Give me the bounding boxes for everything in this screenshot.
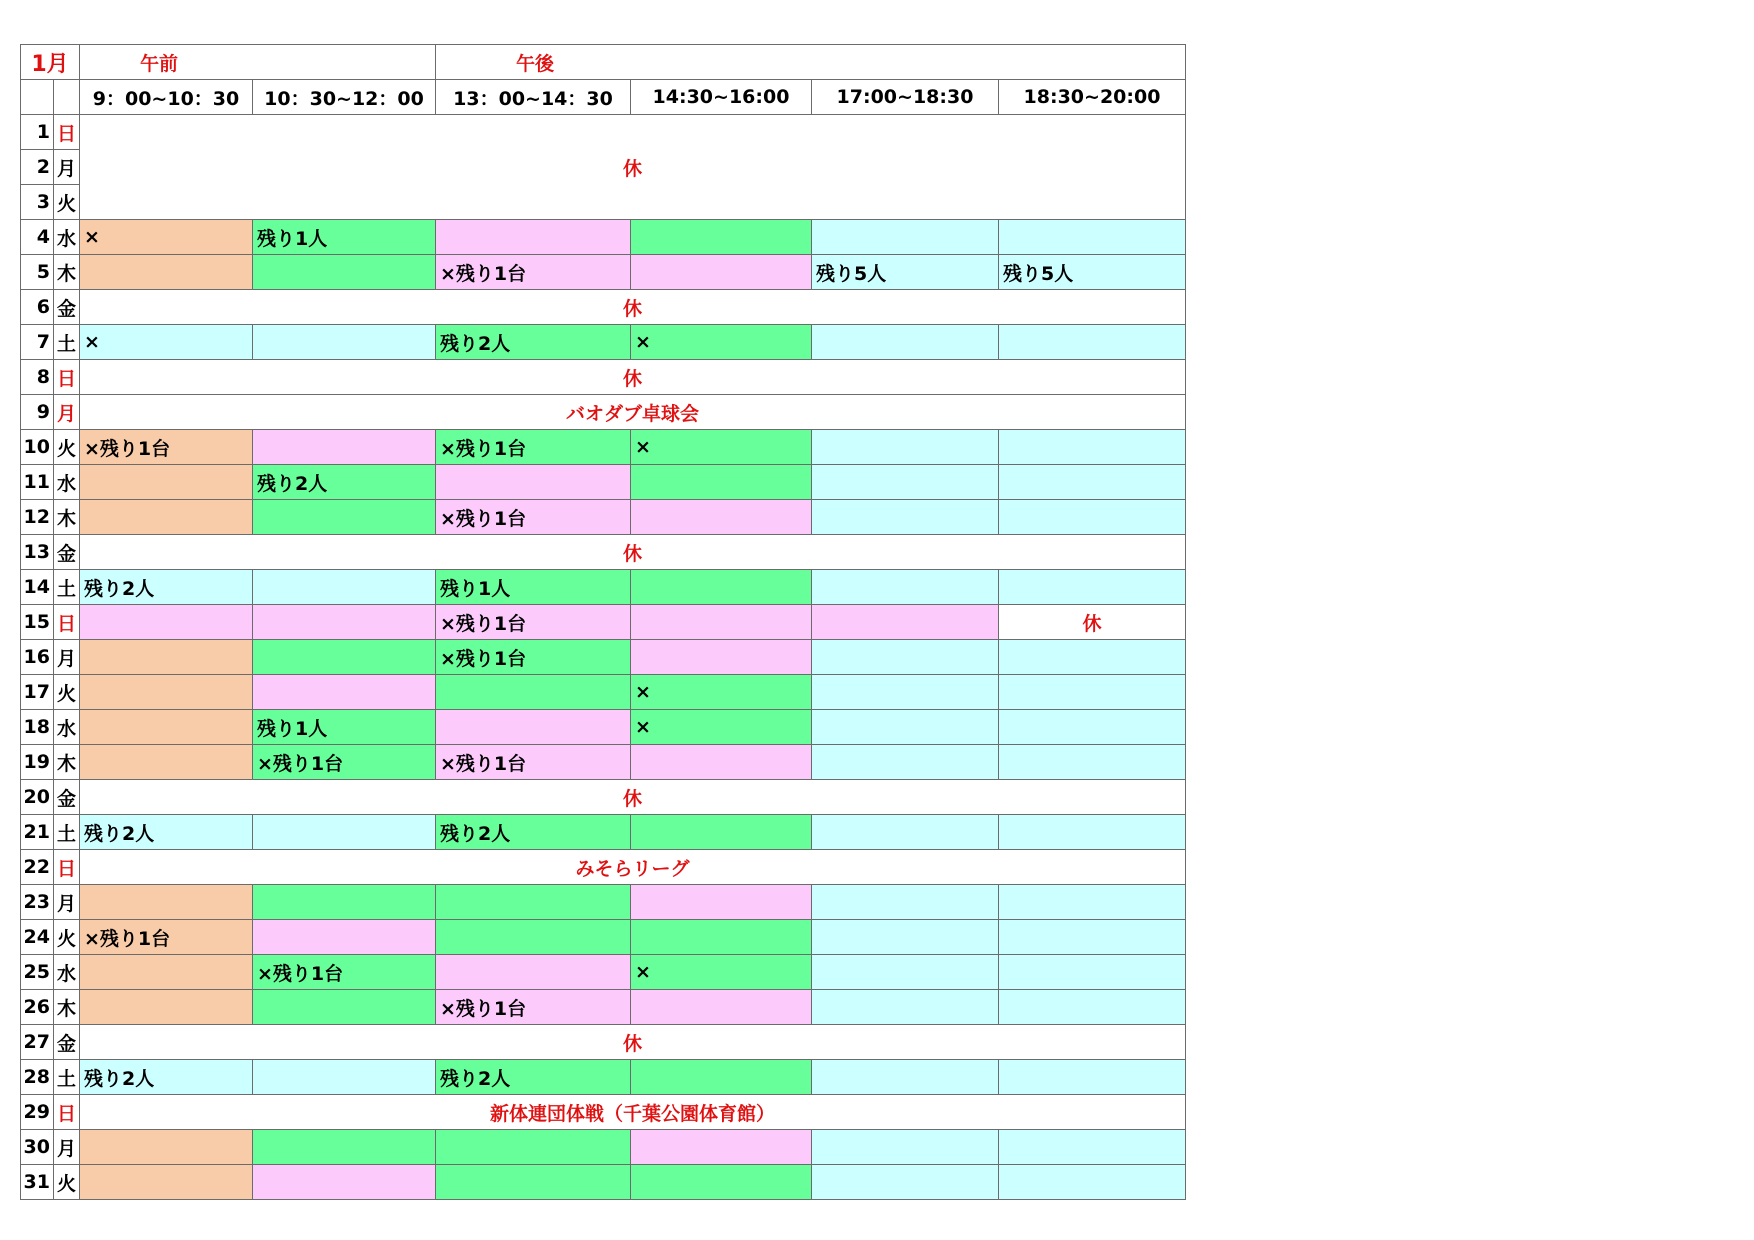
day-row bbox=[21, 325, 1186, 360]
slot-cell[interactable]: × bbox=[631, 710, 812, 745]
slot-cell[interactable]: × bbox=[80, 220, 253, 255]
slot-cell[interactable]: 残り1人 bbox=[253, 220, 436, 255]
slot-cell[interactable] bbox=[80, 885, 253, 920]
day-row bbox=[21, 535, 1186, 570]
slot-cell[interactable] bbox=[631, 1165, 812, 1200]
closed-note: 休 bbox=[80, 780, 1186, 815]
pm-label: 午後 bbox=[436, 45, 1186, 80]
day-number: 8 bbox=[21, 360, 54, 395]
slot-cell[interactable] bbox=[631, 885, 812, 920]
weekday-label: 土 bbox=[54, 570, 80, 605]
day-row bbox=[21, 850, 1186, 885]
slot-header: 14:30~16:00 bbox=[631, 80, 812, 115]
slot-cell[interactable] bbox=[999, 920, 1186, 955]
closed-note: 新体連団体戦（千葉公園体育館） bbox=[80, 1095, 1186, 1130]
day-row bbox=[21, 115, 1186, 150]
closed-note: バオダブ卓球会 bbox=[80, 395, 1186, 430]
slot-cell[interactable]: × bbox=[631, 430, 812, 465]
weekday-label: 木 bbox=[54, 990, 80, 1025]
slot-cell[interactable] bbox=[436, 955, 631, 990]
slot-cell[interactable]: ×残り1台 bbox=[253, 955, 436, 990]
weekday-label: 火 bbox=[54, 920, 80, 955]
slot-cell[interactable]: × bbox=[80, 325, 253, 360]
slot-cell[interactable] bbox=[80, 640, 253, 675]
slot-cell[interactable] bbox=[999, 675, 1186, 710]
weekday-label: 火 bbox=[54, 185, 80, 220]
weekday-label: 月 bbox=[54, 1130, 80, 1165]
weekday-label: 日 bbox=[54, 1095, 80, 1130]
slot-cell[interactable]: ×残り1台 bbox=[80, 430, 253, 465]
day-row bbox=[21, 395, 1186, 430]
slot-cell[interactable] bbox=[812, 500, 999, 535]
slot-cell[interactable]: ×残り1台 bbox=[436, 255, 631, 290]
slot-cell[interactable] bbox=[812, 1130, 999, 1165]
slot-cell[interactable]: ×残り1台 bbox=[436, 500, 631, 535]
day-row bbox=[21, 290, 1186, 325]
day-row bbox=[21, 920, 1186, 955]
day-number: 9 bbox=[21, 395, 54, 430]
day-number: 28 bbox=[21, 1060, 54, 1095]
slot-cell[interactable] bbox=[253, 325, 436, 360]
am-label: 午前 bbox=[80, 45, 436, 80]
day-number: 23 bbox=[21, 885, 54, 920]
slot-cell[interactable] bbox=[253, 1165, 436, 1200]
day-row bbox=[21, 1130, 1186, 1165]
day-number: 5 bbox=[21, 255, 54, 290]
slot-cell[interactable] bbox=[631, 500, 812, 535]
weekday-label: 日 bbox=[54, 605, 80, 640]
slot-cell[interactable] bbox=[80, 675, 253, 710]
slot-cell[interactable] bbox=[812, 745, 999, 780]
slot-cell[interactable] bbox=[436, 220, 631, 255]
weekday-label: 火 bbox=[54, 430, 80, 465]
slot-cell[interactable] bbox=[253, 815, 436, 850]
slot-cell[interactable]: × bbox=[631, 675, 812, 710]
slot-cell[interactable] bbox=[80, 710, 253, 745]
weekday-label: 火 bbox=[54, 1165, 80, 1200]
slot-cell[interactable] bbox=[999, 640, 1186, 675]
blank-header-cell bbox=[21, 80, 54, 115]
slot-cell[interactable] bbox=[999, 990, 1186, 1025]
slot-cell[interactable] bbox=[812, 675, 999, 710]
month-label: 1月 bbox=[21, 45, 80, 80]
slot-cell[interactable] bbox=[80, 745, 253, 780]
slot-cell[interactable] bbox=[999, 885, 1186, 920]
slot-cell[interactable] bbox=[253, 990, 436, 1025]
slot-cell[interactable]: ×残り1台 bbox=[436, 430, 631, 465]
weekday-label: 水 bbox=[54, 220, 80, 255]
slot-cell[interactable] bbox=[253, 1060, 436, 1095]
slot-cell[interactable] bbox=[812, 815, 999, 850]
slot-cell[interactable]: ×残り1台 bbox=[436, 990, 631, 1025]
slot-cell[interactable] bbox=[812, 570, 999, 605]
day-number: 6 bbox=[21, 290, 54, 325]
slot-cell[interactable] bbox=[631, 255, 812, 290]
slot-cell[interactable] bbox=[436, 1130, 631, 1165]
day-number: 31 bbox=[21, 1165, 54, 1200]
slot-cell[interactable]: × bbox=[631, 955, 812, 990]
day-number: 25 bbox=[21, 955, 54, 990]
day-number: 2 bbox=[21, 150, 54, 185]
weekday-label: 土 bbox=[54, 325, 80, 360]
weekday-label: 月 bbox=[54, 395, 80, 430]
slot-cell[interactable] bbox=[253, 430, 436, 465]
slot-cell[interactable]: ×残り1台 bbox=[436, 640, 631, 675]
weekday-label: 金 bbox=[54, 535, 80, 570]
day-row bbox=[21, 605, 1186, 640]
slot-cell[interactable] bbox=[812, 325, 999, 360]
slot-cell[interactable] bbox=[999, 955, 1186, 990]
slot-cell[interactable] bbox=[812, 885, 999, 920]
day-number: 7 bbox=[21, 325, 54, 360]
slot-header: 13：00~14：30 bbox=[436, 80, 631, 115]
slot-cell[interactable] bbox=[631, 920, 812, 955]
day-number: 17 bbox=[21, 675, 54, 710]
slot-header: 17:00~18:30 bbox=[812, 80, 999, 115]
slot-cell[interactable] bbox=[436, 920, 631, 955]
slot-cell[interactable]: ×残り1台 bbox=[436, 745, 631, 780]
header-row-slots bbox=[21, 80, 1186, 115]
day-row bbox=[21, 1165, 1186, 1200]
slot-cell[interactable] bbox=[80, 1165, 253, 1200]
slot-cell[interactable] bbox=[812, 430, 999, 465]
slot-cell[interactable] bbox=[812, 640, 999, 675]
closed-note: みそらリーグ bbox=[80, 850, 1186, 885]
slot-cell[interactable]: ×残り1台 bbox=[436, 605, 631, 640]
slot-cell[interactable] bbox=[631, 570, 812, 605]
weekday-label: 水 bbox=[54, 955, 80, 990]
slot-cell[interactable] bbox=[631, 220, 812, 255]
day-number: 30 bbox=[21, 1130, 54, 1165]
slot-cell[interactable] bbox=[436, 465, 631, 500]
slot-cell[interactable]: 残り1人 bbox=[253, 710, 436, 745]
day-number: 27 bbox=[21, 1025, 54, 1060]
slot-cell[interactable]: 残り5人 bbox=[999, 255, 1186, 290]
weekday-label: 土 bbox=[54, 815, 80, 850]
slot-cell[interactable] bbox=[631, 640, 812, 675]
slot-cell[interactable] bbox=[436, 885, 631, 920]
day-row bbox=[21, 255, 1186, 290]
weekday-label: 水 bbox=[54, 465, 80, 500]
slot-cell[interactable] bbox=[812, 1165, 999, 1200]
slot-cell[interactable]: 残り2人 bbox=[436, 325, 631, 360]
slot-cell[interactable]: 残り2人 bbox=[80, 1060, 253, 1095]
slot-cell[interactable]: 残り2人 bbox=[80, 815, 253, 850]
day-row bbox=[21, 430, 1186, 465]
weekday-label: 日 bbox=[54, 115, 80, 150]
slot-cell[interactable] bbox=[812, 1060, 999, 1095]
day-number: 1 bbox=[21, 115, 54, 150]
header-row-period bbox=[21, 45, 1186, 80]
day-number: 26 bbox=[21, 990, 54, 1025]
day-number: 29 bbox=[21, 1095, 54, 1130]
slot-cell[interactable] bbox=[812, 465, 999, 500]
slot-cell[interactable]: 残り5人 bbox=[812, 255, 999, 290]
slot-cell[interactable] bbox=[999, 1165, 1186, 1200]
slot-cell[interactable] bbox=[999, 570, 1186, 605]
slot-cell[interactable] bbox=[253, 640, 436, 675]
weekday-label: 水 bbox=[54, 710, 80, 745]
day-number: 11 bbox=[21, 465, 54, 500]
slot-cell[interactable]: 残り2人 bbox=[436, 815, 631, 850]
day-row bbox=[21, 955, 1186, 990]
day-row bbox=[21, 500, 1186, 535]
blank-header-cell bbox=[54, 80, 80, 115]
slot-cell[interactable] bbox=[80, 990, 253, 1025]
weekday-label: 金 bbox=[54, 780, 80, 815]
day-number: 20 bbox=[21, 780, 54, 815]
slot-cell[interactable] bbox=[999, 220, 1186, 255]
day-number: 16 bbox=[21, 640, 54, 675]
weekday-label: 火 bbox=[54, 675, 80, 710]
weekday-label: 月 bbox=[54, 640, 80, 675]
day-row bbox=[21, 815, 1186, 850]
slot-cell[interactable] bbox=[812, 605, 999, 640]
day-number: 24 bbox=[21, 920, 54, 955]
slot-cell[interactable]: × bbox=[631, 325, 812, 360]
slot-cell[interactable] bbox=[999, 1130, 1186, 1165]
day-row bbox=[21, 885, 1186, 920]
closed-note: 休 bbox=[80, 535, 1186, 570]
closed-note: 休 bbox=[80, 115, 1186, 220]
slot-cell[interactable] bbox=[999, 465, 1186, 500]
weekday-label: 土 bbox=[54, 1060, 80, 1095]
slot-cell[interactable]: 残り2人 bbox=[80, 570, 253, 605]
weekday-label: 月 bbox=[54, 150, 80, 185]
slot-cell[interactable]: ×残り1台 bbox=[253, 745, 436, 780]
slot-cell[interactable] bbox=[253, 255, 436, 290]
slot-cell[interactable] bbox=[812, 710, 999, 745]
day-number: 14 bbox=[21, 570, 54, 605]
day-row bbox=[21, 1025, 1186, 1060]
slot-cell[interactable] bbox=[999, 710, 1186, 745]
slot-cell[interactable] bbox=[253, 605, 436, 640]
day-row bbox=[21, 780, 1186, 815]
day-number: 18 bbox=[21, 710, 54, 745]
slot-cell[interactable] bbox=[253, 1130, 436, 1165]
slot-cell[interactable] bbox=[631, 1060, 812, 1095]
day-number: 21 bbox=[21, 815, 54, 850]
day-number: 10 bbox=[21, 430, 54, 465]
day-number: 15 bbox=[21, 605, 54, 640]
slot-cell[interactable]: 残り2人 bbox=[253, 465, 436, 500]
slot-cell[interactable] bbox=[80, 605, 253, 640]
weekday-label: 金 bbox=[54, 1025, 80, 1060]
slot-cell[interactable] bbox=[631, 990, 812, 1025]
slot-cell[interactable]: 残り1人 bbox=[436, 570, 631, 605]
day-row bbox=[21, 745, 1186, 780]
slot-cell[interactable]: 残り2人 bbox=[436, 1060, 631, 1095]
slot-cell[interactable] bbox=[253, 920, 436, 955]
slot-cell[interactable] bbox=[812, 990, 999, 1025]
slot-cell[interactable] bbox=[812, 220, 999, 255]
slot-cell[interactable] bbox=[436, 710, 631, 745]
slot-cell[interactable]: 休 bbox=[999, 605, 1186, 640]
day-row bbox=[21, 990, 1186, 1025]
slot-cell[interactable] bbox=[436, 675, 631, 710]
day-number: 13 bbox=[21, 535, 54, 570]
weekday-label: 木 bbox=[54, 255, 80, 290]
slot-cell[interactable] bbox=[999, 1060, 1186, 1095]
slot-cell[interactable] bbox=[80, 465, 253, 500]
slot-cell[interactable] bbox=[999, 325, 1186, 360]
slot-cell[interactable] bbox=[631, 1130, 812, 1165]
slot-header: 9：00~10：30 bbox=[80, 80, 253, 115]
day-row bbox=[21, 220, 1186, 255]
weekday-label: 金 bbox=[54, 290, 80, 325]
slot-cell[interactable] bbox=[436, 1165, 631, 1200]
slot-cell[interactable] bbox=[631, 745, 812, 780]
slot-cell[interactable] bbox=[80, 1130, 253, 1165]
day-number: 12 bbox=[21, 500, 54, 535]
weekday-label: 木 bbox=[54, 745, 80, 780]
day-row bbox=[21, 675, 1186, 710]
day-number: 3 bbox=[21, 185, 54, 220]
closed-note: 休 bbox=[80, 360, 1186, 395]
day-row bbox=[21, 1060, 1186, 1095]
day-row bbox=[21, 1095, 1186, 1130]
slot-cell[interactable] bbox=[999, 500, 1186, 535]
slot-cell[interactable] bbox=[80, 500, 253, 535]
slot-cell[interactable] bbox=[631, 815, 812, 850]
slot-cell[interactable] bbox=[253, 885, 436, 920]
slot-cell[interactable] bbox=[812, 920, 999, 955]
weekday-label: 月 bbox=[54, 885, 80, 920]
slot-cell[interactable] bbox=[999, 430, 1186, 465]
day-row bbox=[21, 710, 1186, 745]
slot-cell[interactable] bbox=[80, 955, 253, 990]
day-number: 22 bbox=[21, 850, 54, 885]
slot-cell[interactable] bbox=[631, 605, 812, 640]
slot-header: 10：30~12：00 bbox=[253, 80, 436, 115]
closed-note: 休 bbox=[80, 290, 1186, 325]
slot-cell[interactable] bbox=[253, 675, 436, 710]
weekday-label: 木 bbox=[54, 500, 80, 535]
day-row bbox=[21, 465, 1186, 500]
slot-cell[interactable] bbox=[999, 745, 1186, 780]
weekday-label: 日 bbox=[54, 850, 80, 885]
slot-cell[interactable] bbox=[80, 255, 253, 290]
slot-cell[interactable] bbox=[999, 815, 1186, 850]
day-number: 4 bbox=[21, 220, 54, 255]
slot-cell[interactable] bbox=[631, 465, 812, 500]
weekday-label: 日 bbox=[54, 360, 80, 395]
slot-cell[interactable] bbox=[812, 955, 999, 990]
day-row bbox=[21, 640, 1186, 675]
closed-note: 休 bbox=[80, 1025, 1186, 1060]
day-row bbox=[21, 360, 1186, 395]
slot-cell[interactable] bbox=[253, 500, 436, 535]
slot-cell[interactable] bbox=[253, 570, 436, 605]
schedule-table bbox=[20, 44, 1186, 1200]
day-row bbox=[21, 570, 1186, 605]
slot-cell[interactable]: ×残り1台 bbox=[80, 920, 253, 955]
day-number: 19 bbox=[21, 745, 54, 780]
slot-header: 18:30~20:00 bbox=[999, 80, 1186, 115]
